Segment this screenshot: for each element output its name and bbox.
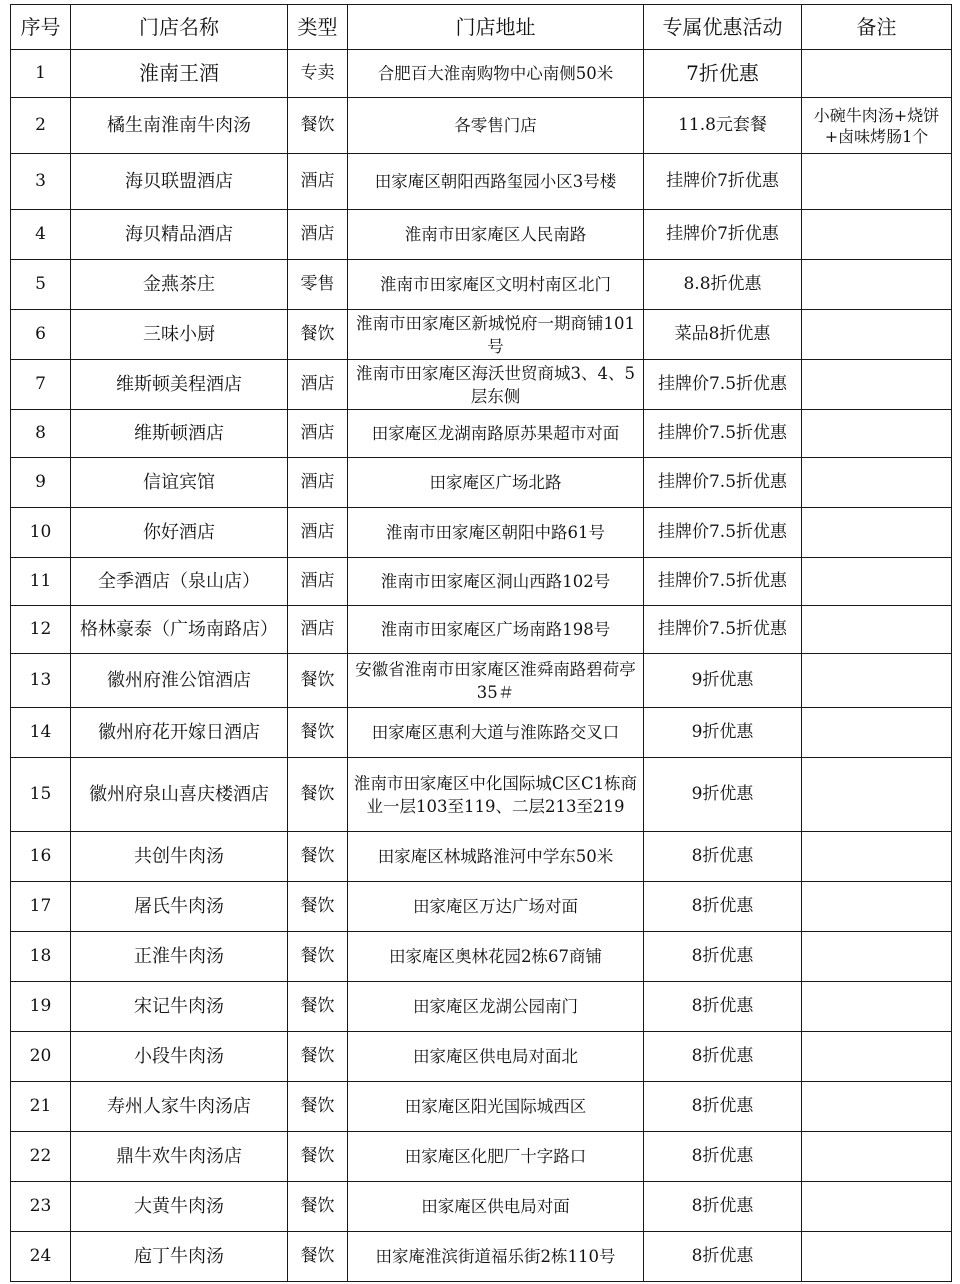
cell-promotion: 8折优惠: [644, 982, 802, 1032]
table-row: [11, 210, 952, 260]
cell-notes: [802, 508, 952, 558]
cell-row-index: 10: [11, 508, 71, 558]
cell-row-index: 8: [11, 410, 71, 458]
cell-row-index: 9: [11, 458, 71, 508]
cell-notes: [802, 1182, 952, 1232]
table-row: [11, 98, 952, 154]
cell-row-index: 7: [11, 360, 71, 410]
table-row: [11, 410, 952, 458]
table-row: [11, 1082, 952, 1132]
cell-store-type: 餐饮: [288, 1032, 348, 1082]
cell-store-type: 酒店: [288, 558, 348, 606]
cell-promotion: 8折优惠: [644, 932, 802, 982]
cell-notes: [802, 708, 952, 758]
cell-row-index: 2: [11, 98, 71, 154]
cell-store-name: 鼎牛欢牛肉汤店: [71, 1132, 288, 1182]
table-row: [11, 708, 952, 758]
cell-promotion: 8折优惠: [644, 1032, 802, 1082]
table-row: [11, 154, 952, 210]
cell-store-name: 共创牛肉汤: [71, 832, 288, 882]
cell-row-index: 22: [11, 1132, 71, 1182]
cell-store-name: 正淮牛肉汤: [71, 932, 288, 982]
cell-promotion: 11.8元套餐: [644, 98, 802, 154]
cell-notes: [802, 50, 952, 98]
cell-notes: [802, 1082, 952, 1132]
cell-store-address: 各零售门店: [348, 98, 644, 154]
cell-store-type: 酒店: [288, 154, 348, 210]
cell-promotion: 8折优惠: [644, 832, 802, 882]
cell-notes: [802, 154, 952, 210]
cell-store-address: 田家庵区朝阳西路玺园小区3号楼: [348, 154, 644, 210]
cell-promotion: 挂牌价7.5折优惠: [644, 606, 802, 654]
cell-store-address: 淮南市田家庵区文明村南区北门: [348, 260, 644, 310]
cell-store-type: 酒店: [288, 508, 348, 558]
cell-store-name: 屠氏牛肉汤: [71, 882, 288, 932]
cell-store-address: 田家庵区广场北路: [348, 458, 644, 508]
cell-notes: [802, 410, 952, 458]
cell-promotion: 8.8折优惠: [644, 260, 802, 310]
cell-store-name: 橘生南淮南牛肉汤: [71, 98, 288, 154]
table-row: [11, 758, 952, 832]
table-row: [11, 932, 952, 982]
cell-store-type: 酒店: [288, 210, 348, 260]
cell-notes: [802, 882, 952, 932]
cell-store-address: 田家庵区惠利大道与淮陈路交叉口: [348, 708, 644, 758]
cell-row-index: 3: [11, 154, 71, 210]
store-discount-table-wrapper: [10, 4, 952, 1282]
cell-row-index: 5: [11, 260, 71, 310]
table-row: [11, 882, 952, 932]
table-row: [11, 458, 952, 508]
cell-row-index: 24: [11, 1232, 71, 1282]
cell-notes: [802, 1032, 952, 1082]
header-address: 门店地址: [348, 5, 644, 50]
table-body: [11, 50, 952, 1282]
table-row: [11, 1132, 952, 1182]
cell-notes: [802, 654, 952, 708]
table-row: [11, 832, 952, 882]
cell-store-address: 淮南市田家庵区新城悦府一期商铺101号: [348, 310, 644, 360]
header-store-name: 门店名称: [71, 5, 288, 50]
table-row: [11, 260, 952, 310]
table-row: [11, 654, 952, 708]
cell-row-index: 14: [11, 708, 71, 758]
cell-store-address: 淮南市田家庵区海沃世贸商城3、4、5层东侧: [348, 360, 644, 410]
cell-promotion: 9折优惠: [644, 654, 802, 708]
cell-promotion: 8折优惠: [644, 1182, 802, 1232]
cell-row-index: 1: [11, 50, 71, 98]
table-row: [11, 360, 952, 410]
cell-store-type: 餐饮: [288, 654, 348, 708]
cell-store-address: 田家庵区林城路淮河中学东50米: [348, 832, 644, 882]
cell-row-index: 20: [11, 1032, 71, 1082]
header-index: 序号: [11, 5, 71, 50]
cell-store-address: 田家庵淮滨街道福乐街2栋110号: [348, 1232, 644, 1282]
cell-store-name: 维斯顿酒店: [71, 410, 288, 458]
cell-promotion: 挂牌价7.5折优惠: [644, 558, 802, 606]
cell-store-address: 安徽省淮南市田家庵区淮舜南路碧荷亭35＃: [348, 654, 644, 708]
cell-notes: [802, 1232, 952, 1282]
cell-store-type: 酒店: [288, 458, 348, 508]
cell-store-type: 餐饮: [288, 1182, 348, 1232]
cell-row-index: 19: [11, 982, 71, 1032]
cell-store-address: 淮南市田家庵区洞山西路102号: [348, 558, 644, 606]
cell-store-type: 餐饮: [288, 932, 348, 982]
cell-promotion: 挂牌价7.5折优惠: [644, 508, 802, 558]
cell-promotion: 挂牌价7.5折优惠: [644, 360, 802, 410]
cell-store-address: 合肥百大淮南购物中心南侧50米: [348, 50, 644, 98]
table-row: [11, 508, 952, 558]
cell-notes: [802, 832, 952, 882]
cell-store-type: 酒店: [288, 360, 348, 410]
cell-notes: [802, 758, 952, 832]
header-promotion: 专属优惠活动: [644, 5, 802, 50]
cell-promotion: 菜品8折优惠: [644, 310, 802, 360]
table-row: [11, 50, 952, 98]
cell-notes: [802, 558, 952, 606]
cell-promotion: 挂牌价7折优惠: [644, 154, 802, 210]
cell-row-index: 18: [11, 932, 71, 982]
cell-store-name: 大黄牛肉汤: [71, 1182, 288, 1232]
cell-store-type: 酒店: [288, 606, 348, 654]
header-type: 类型: [288, 5, 348, 50]
cell-promotion: 8折优惠: [644, 1232, 802, 1282]
cell-store-name: 三味小厨: [71, 310, 288, 360]
cell-store-type: 酒店: [288, 410, 348, 458]
cell-promotion: 挂牌价7.5折优惠: [644, 458, 802, 508]
cell-row-index: 21: [11, 1082, 71, 1132]
cell-store-name: 全季酒店（泉山店）: [71, 558, 288, 606]
cell-store-address: 田家庵区龙湖公园南门: [348, 982, 644, 1032]
cell-store-type: 餐饮: [288, 310, 348, 360]
cell-store-type: 专卖: [288, 50, 348, 98]
cell-notes: [802, 260, 952, 310]
cell-store-address: 淮南市田家庵区广场南路198号: [348, 606, 644, 654]
cell-store-type: 餐饮: [288, 758, 348, 832]
cell-store-name: 小段牛肉汤: [71, 1032, 288, 1082]
cell-store-address: 田家庵区阳光国际城西区: [348, 1082, 644, 1132]
table-row: [11, 1232, 952, 1282]
cell-row-index: 15: [11, 758, 71, 832]
cell-store-name: 徽州府花开嫁日酒店: [71, 708, 288, 758]
cell-store-type: 餐饮: [288, 982, 348, 1032]
cell-notes: [802, 932, 952, 982]
cell-store-name: 徽州府淮公馆酒店: [71, 654, 288, 708]
cell-store-name: 维斯顿美程酒店: [71, 360, 288, 410]
cell-promotion: 8折优惠: [644, 882, 802, 932]
cell-store-name: 宋记牛肉汤: [71, 982, 288, 1032]
cell-store-type: 餐饮: [288, 1082, 348, 1132]
cell-store-name: 淮南王酒: [71, 50, 288, 98]
cell-store-name: 格林豪泰（广场南路店）: [71, 606, 288, 654]
cell-store-name: 信谊宾馆: [71, 458, 288, 508]
cell-row-index: 13: [11, 654, 71, 708]
table-row: [11, 606, 952, 654]
cell-promotion: 8折优惠: [644, 1132, 802, 1182]
table-row: [11, 1182, 952, 1232]
table-header-row: [11, 5, 952, 50]
cell-notes: [802, 982, 952, 1032]
cell-row-index: 11: [11, 558, 71, 606]
cell-store-type: 餐饮: [288, 98, 348, 154]
cell-promotion: 7折优惠: [644, 50, 802, 98]
cell-store-name: 海贝精品酒店: [71, 210, 288, 260]
store-discount-table: [10, 4, 952, 1282]
cell-promotion: 8折优惠: [644, 1082, 802, 1132]
cell-store-address: 田家庵区龙湖南路原苏果超市对面: [348, 410, 644, 458]
cell-store-address: 淮南市田家庵区中化国际城C区C1栋商业一层103至119、二层213至219: [348, 758, 644, 832]
table-row: [11, 982, 952, 1032]
cell-store-name: 海贝联盟酒店: [71, 154, 288, 210]
cell-promotion: 挂牌价7.5折优惠: [644, 410, 802, 458]
cell-store-name: 庖丁牛肉汤: [71, 1232, 288, 1282]
cell-row-index: 16: [11, 832, 71, 882]
table-row: [11, 1032, 952, 1082]
cell-notes: [802, 606, 952, 654]
cell-store-type: 餐饮: [288, 832, 348, 882]
cell-store-address: 田家庵区万达广场对面: [348, 882, 644, 932]
cell-store-address: 淮南市田家庵区人民南路: [348, 210, 644, 260]
cell-row-index: 4: [11, 210, 71, 260]
cell-notes: [802, 310, 952, 360]
table-row: [11, 558, 952, 606]
cell-store-type: 餐饮: [288, 1232, 348, 1282]
cell-store-type: 零售: [288, 260, 348, 310]
cell-store-address: 田家庵区供电局对面: [348, 1182, 644, 1232]
cell-store-name: 徽州府泉山喜庆楼酒店: [71, 758, 288, 832]
cell-notes: [802, 360, 952, 410]
cell-notes: 小碗牛肉汤+烧饼+卤味烤肠1个: [802, 98, 952, 154]
cell-store-name: 金燕茶庄: [71, 260, 288, 310]
cell-store-address: 淮南市田家庵区朝阳中路61号: [348, 508, 644, 558]
cell-promotion: 挂牌价7折优惠: [644, 210, 802, 260]
cell-store-type: 餐饮: [288, 708, 348, 758]
cell-store-name: 你好酒店: [71, 508, 288, 558]
cell-row-index: 12: [11, 606, 71, 654]
cell-store-address: 田家庵区奥林花园2栋67商铺: [348, 932, 644, 982]
cell-store-type: 餐饮: [288, 882, 348, 932]
cell-row-index: 17: [11, 882, 71, 932]
cell-row-index: 23: [11, 1182, 71, 1232]
cell-store-name: 寿州人家牛肉汤店: [71, 1082, 288, 1132]
cell-notes: [802, 458, 952, 508]
cell-promotion: 9折优惠: [644, 708, 802, 758]
cell-store-type: 餐饮: [288, 1132, 348, 1182]
header-notes: 备注: [802, 5, 952, 50]
cell-store-address: 田家庵区供电局对面北: [348, 1032, 644, 1082]
cell-row-index: 6: [11, 310, 71, 360]
cell-promotion: 9折优惠: [644, 758, 802, 832]
table-row: [11, 310, 952, 360]
cell-notes: [802, 1132, 952, 1182]
cell-store-address: 田家庵区化肥厂十字路口: [348, 1132, 644, 1182]
cell-notes: [802, 210, 952, 260]
